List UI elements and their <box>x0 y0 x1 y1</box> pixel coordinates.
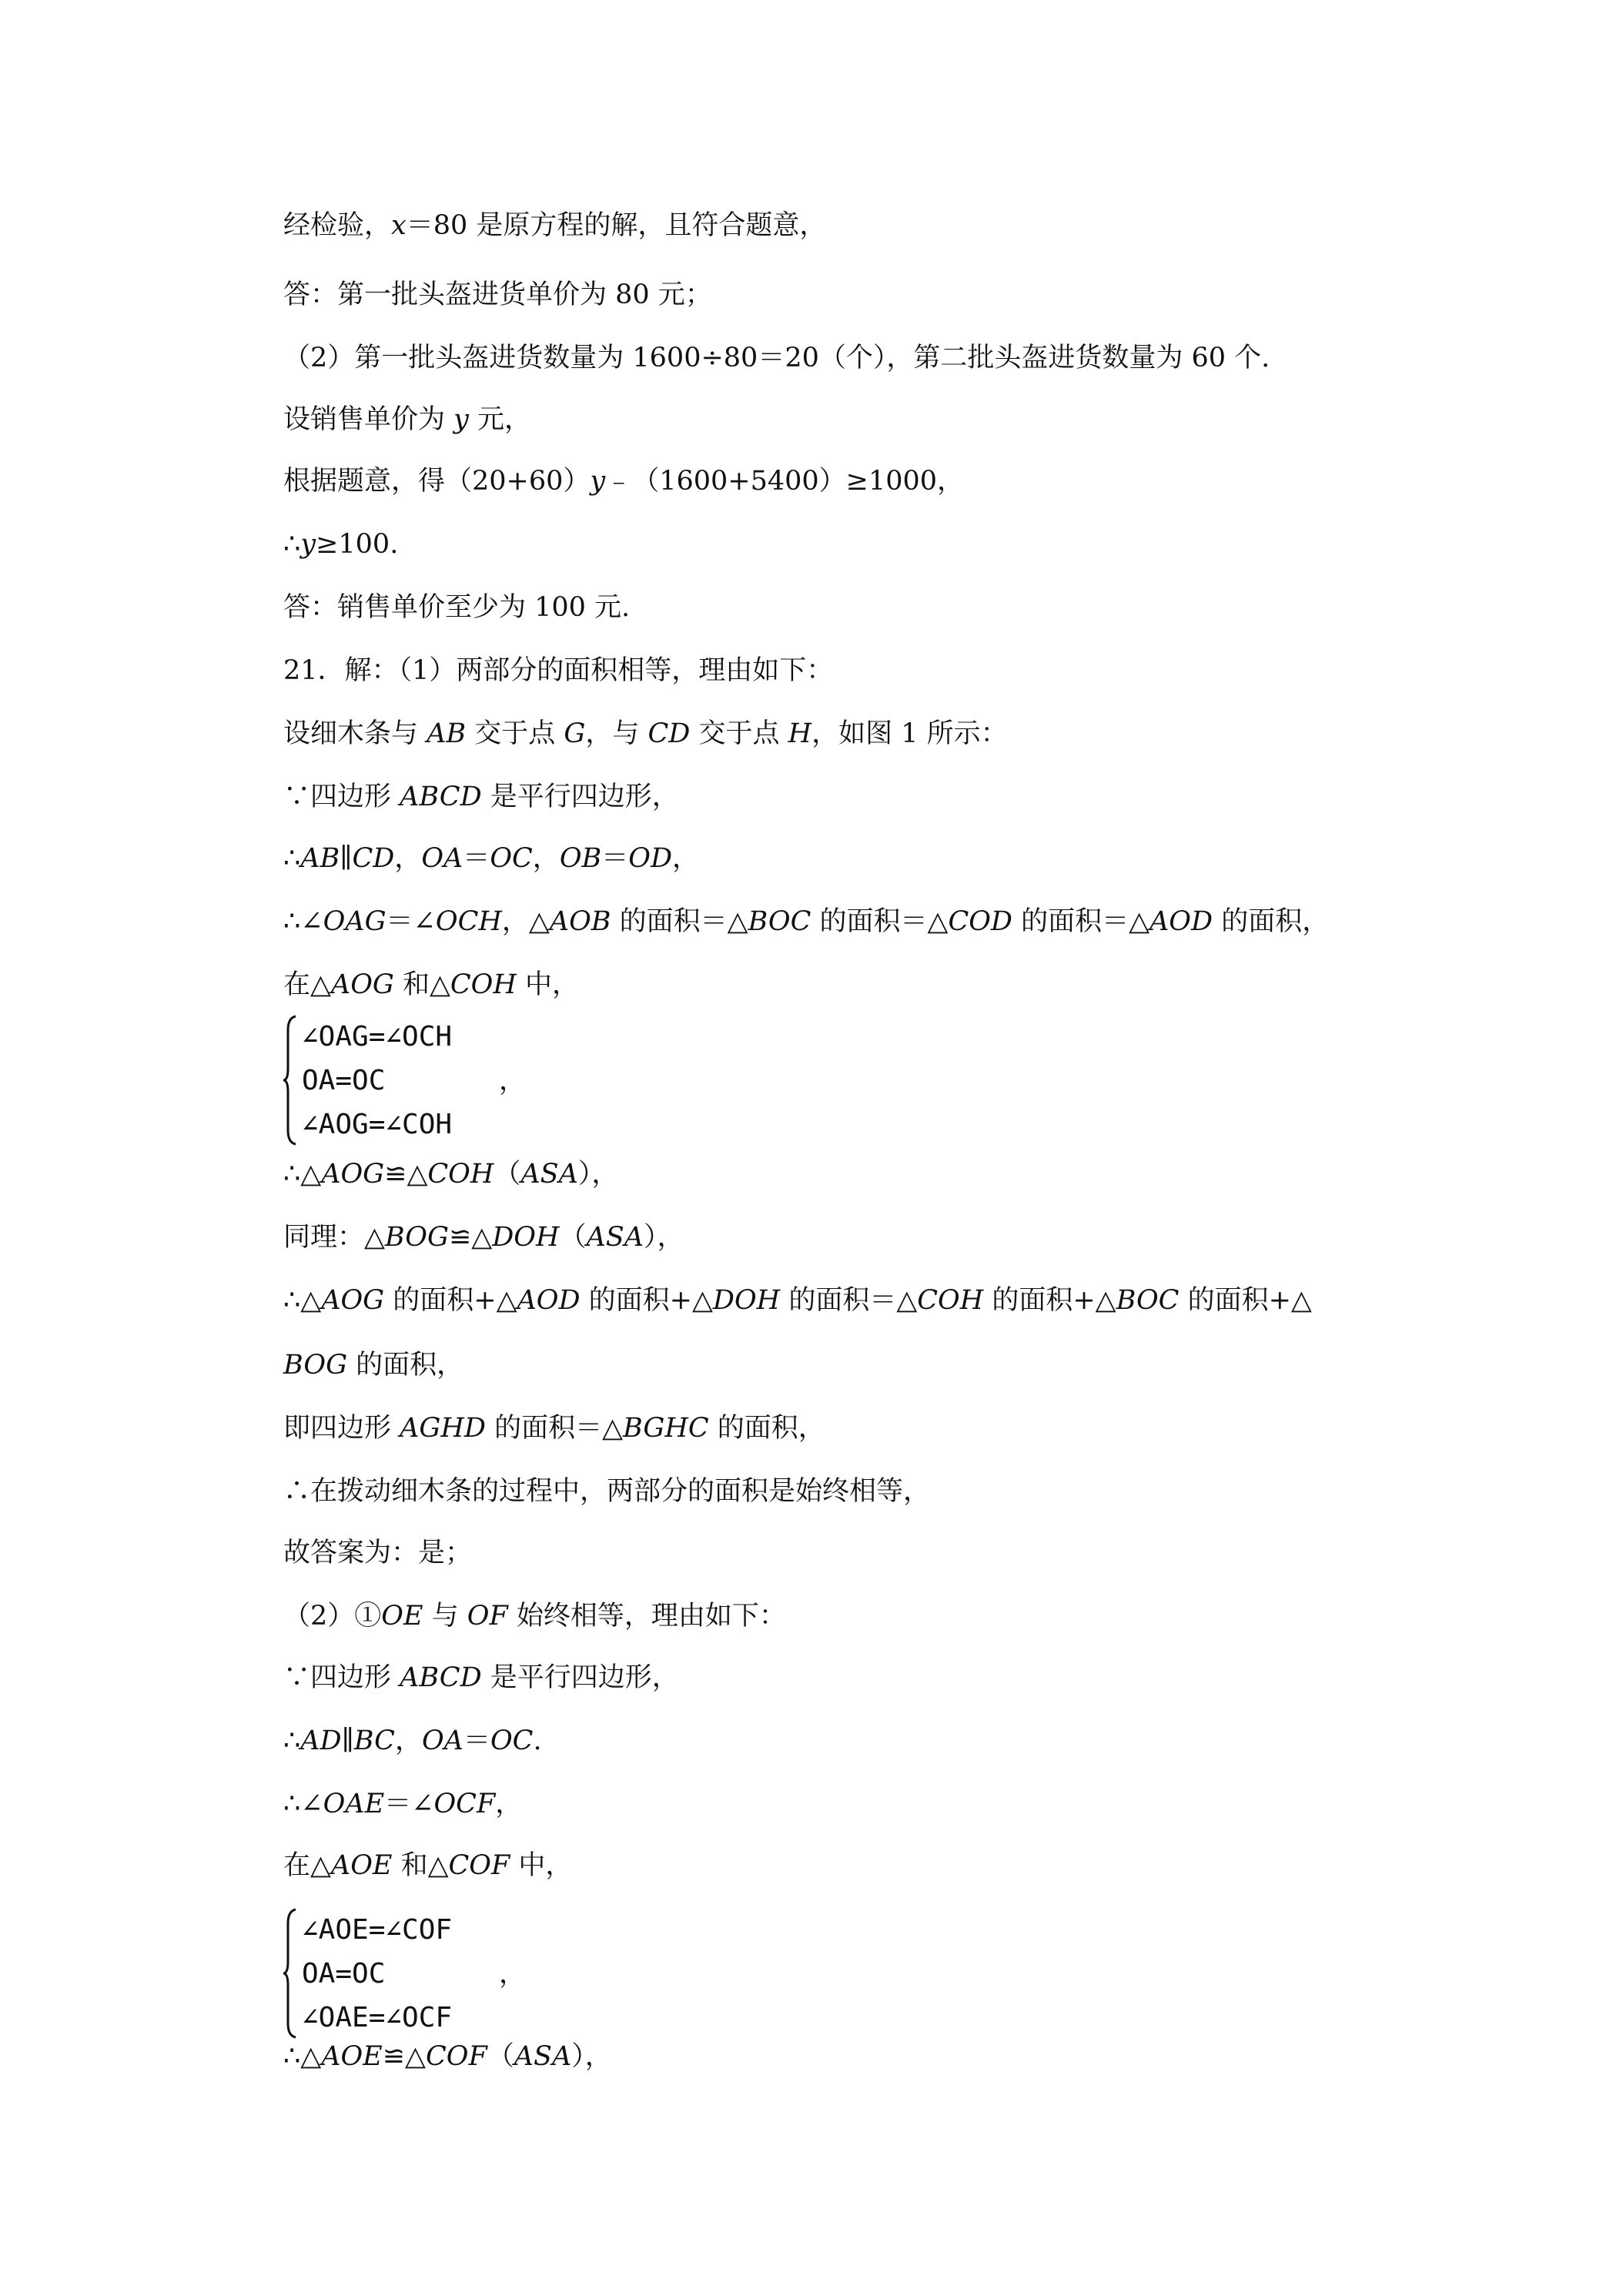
text-run: 的面积＝△ <box>611 906 748 937</box>
math-variable: COH <box>427 1159 494 1190</box>
text-run: ≌△ <box>448 1222 493 1253</box>
text-run: 设销售单价为 <box>283 404 454 435</box>
math-variable: OAE <box>323 1789 385 1819</box>
text-run: 在△ <box>283 1850 331 1881</box>
text-run: ）， <box>571 2041 612 2072</box>
math-variable: AOD <box>1149 906 1213 937</box>
math-variable: AOE <box>321 2041 383 2072</box>
math-variable: AOG <box>330 969 394 1000</box>
math-variable: BOG <box>384 1222 449 1253</box>
text-run: ∴ <box>283 1725 301 1756</box>
text-run: （ <box>487 2041 514 2072</box>
math-variable: DOH <box>492 1222 560 1253</box>
math-variable: COD <box>948 906 1012 937</box>
text-run: ，△ <box>501 906 550 937</box>
math-variable: OAG <box>323 906 387 937</box>
text-run: 经检验， <box>283 210 392 241</box>
text-run: 故答案为：是； <box>283 1538 473 1568</box>
text-run: 的面积， <box>347 1350 464 1381</box>
math-variable: y <box>300 529 316 560</box>
text-run: 中， <box>510 1850 573 1881</box>
math-variable: OCF <box>433 1789 496 1819</box>
text-run: 的面积+△ <box>983 1285 1116 1316</box>
math-variable: COF <box>425 2041 487 2072</box>
math-variable: AB <box>300 843 340 874</box>
math-variable: CD <box>648 718 691 749</box>
math-variable: COH <box>450 969 517 1000</box>
text-run: 的面积+△ <box>580 1285 713 1316</box>
text-run: ∥ <box>341 1725 354 1756</box>
text-run: 答：第一批头盔进货单价为 80 元； <box>283 279 712 310</box>
text-line <box>283 845 699 872</box>
system-row: ∠OAG=∠OCH <box>302 1021 453 1053</box>
text-run: ≥100. <box>316 529 399 560</box>
text-run: 的面积， <box>1213 906 1330 937</box>
math-variable: CD <box>352 843 395 874</box>
text-line <box>283 1791 522 1818</box>
math-variable: BOC <box>1116 1285 1180 1316</box>
text-run: ∴△ <box>283 1159 322 1190</box>
text-line <box>283 969 580 1000</box>
math-variable: OF <box>467 1601 508 1632</box>
text-run: ，与 <box>585 718 648 749</box>
text-run: ∵四边形 <box>283 1662 400 1693</box>
text-run: 根据题意，得（20+60） <box>283 466 591 497</box>
text-run: . <box>533 1725 542 1756</box>
math-variable: AOD <box>517 1285 581 1316</box>
math-variable: AOB <box>549 906 611 937</box>
text-line <box>283 1224 684 1251</box>
text-run: ，如图 1 所示： <box>812 718 1008 749</box>
math-variable: AOE <box>330 1850 393 1881</box>
text-run: 的面积， <box>708 1413 825 1444</box>
text-run: ∴∠ <box>283 906 323 937</box>
text-run: ＝∠ <box>386 906 436 937</box>
text-run: ＝ <box>463 843 490 874</box>
math-variable: COF <box>448 1850 510 1881</box>
math-variable: y <box>590 466 606 497</box>
math-variable: ASA <box>514 2041 572 2072</box>
text-run: 设细木条与 <box>283 718 427 749</box>
text-run: ＝∠ <box>384 1789 434 1819</box>
text-line <box>283 784 679 811</box>
text-line <box>283 1662 679 1693</box>
text-run: ， <box>495 1789 523 1819</box>
text-run: ＝ <box>601 843 629 874</box>
text-run: 的面积+△ <box>384 1285 517 1316</box>
math-variable: ABCD <box>400 1662 482 1693</box>
text-run: 21．解：（1）两部分的面积相等，理由如下： <box>283 655 834 686</box>
text-run: 交于点 <box>466 718 564 749</box>
text-line <box>283 1725 542 1756</box>
text-line <box>283 718 1008 749</box>
text-run: 的面积＝△ <box>485 1413 624 1444</box>
text-run: 同理：△ <box>283 1222 385 1253</box>
system-row: ∠AOE=∠COF <box>302 1914 453 1946</box>
math-variable: DOH <box>712 1285 781 1316</box>
math-variable: COH <box>917 1285 984 1316</box>
text-run: 与 <box>423 1601 467 1632</box>
text-run: （ <box>494 1159 521 1190</box>
math-variable: y <box>453 404 469 435</box>
math-variable: OA <box>421 843 463 874</box>
text-line <box>283 1540 472 1567</box>
text-run: 即四边形 <box>283 1413 400 1444</box>
text-run: 和△ <box>393 969 450 1000</box>
text-run: ， <box>394 843 422 874</box>
math-variable: OC <box>490 843 533 874</box>
text-run: ）， <box>577 1159 619 1190</box>
text-line <box>283 655 834 686</box>
text-line <box>283 2043 612 2070</box>
text-run: 的面积＝△ <box>1012 906 1150 937</box>
text-line <box>283 531 398 558</box>
text-run: ∥ <box>340 843 353 874</box>
left-brace-icon <box>283 1908 297 2039</box>
system-row: OA=OC <box>302 1065 386 1096</box>
text-run: （2）第一批头盔进货数量为 1600÷80＝20（个），第二批头盔进货数量为 60 个. <box>283 343 1270 373</box>
system-trailing-comma: ， <box>499 1959 527 1990</box>
text-run: ∴△ <box>283 2041 322 2072</box>
math-variable: x <box>391 210 407 241</box>
system-row: OA=OC <box>302 1958 386 1990</box>
text-run: 和△ <box>392 1850 449 1881</box>
text-line <box>283 468 964 495</box>
text-run: ∴在拨动细木条的过程中，两部分的面积是始终相等， <box>283 1476 931 1507</box>
math-variable: OC <box>490 1725 534 1756</box>
math-variable: OA <box>421 1725 463 1756</box>
math-variable: BGHC <box>623 1413 709 1444</box>
math-variable: ASA <box>586 1222 644 1253</box>
math-variable: ASA <box>520 1159 578 1190</box>
text-run: ， <box>532 843 560 874</box>
text-run: ， <box>394 1725 422 1756</box>
math-variable: AD <box>300 1725 342 1756</box>
text-run: 的面积＝△ <box>780 1285 918 1316</box>
text-line <box>283 1478 930 1505</box>
text-run: ∴△ <box>283 1285 322 1316</box>
text-run: 答：销售单价至少为 100 元. <box>283 592 631 623</box>
math-variable: OCH <box>435 906 502 937</box>
text-run: 中， <box>516 969 580 1000</box>
math-variable: AB <box>427 718 467 749</box>
math-variable: ABCD <box>400 782 482 812</box>
text-run: 元， <box>468 404 532 435</box>
text-run: 的面积＝△ <box>811 906 949 937</box>
text-line <box>283 1161 618 1188</box>
text-run: 交于点 <box>690 718 788 749</box>
text-line <box>283 279 712 310</box>
text-run: ）， <box>644 1222 684 1253</box>
text-run: 在△ <box>283 969 331 1000</box>
math-variable: OB <box>559 843 602 874</box>
math-variable: OD <box>628 843 673 874</box>
text-run: 的面积+△ <box>1179 1285 1312 1316</box>
text-run: （2）① <box>283 1601 382 1632</box>
text-line <box>283 210 827 241</box>
text-run: （ <box>559 1222 587 1253</box>
text-run: 是平行四边形， <box>481 782 679 812</box>
math-variable: AOG <box>321 1159 385 1190</box>
math-variable: OE <box>381 1601 423 1632</box>
text-run: ＝80 是原方程的解，且符合题意， <box>406 210 827 241</box>
text-line <box>283 1352 463 1379</box>
math-variable: G <box>564 718 586 749</box>
text-line <box>283 906 1330 937</box>
text-run: ∴ <box>283 843 301 874</box>
math-variable: BOG <box>283 1350 348 1381</box>
text-run: ≌△ <box>382 2041 426 2072</box>
text-run: ， <box>672 843 700 874</box>
system-row: ∠AOG=∠COH <box>302 1109 453 1140</box>
text-run: ≌△ <box>384 1159 428 1190</box>
left-brace-icon <box>283 1015 297 1146</box>
system-row: ∠OAE=∠OCF <box>302 2002 453 2033</box>
text-run: 始终相等，理由如下： <box>507 1601 786 1632</box>
math-variable: AGHD <box>400 1413 486 1444</box>
text-run: ∴ <box>283 529 301 560</box>
text-line <box>283 1287 1312 1314</box>
text-line <box>283 1415 825 1442</box>
text-run: ﹣（1600+5400）≥1000， <box>605 466 965 497</box>
text-run: 是平行四边形， <box>481 1662 679 1693</box>
text-run: ∴∠ <box>283 1789 323 1819</box>
text-line <box>283 1603 786 1630</box>
text-run: ＝ <box>463 1725 490 1756</box>
system-trailing-comma: ， <box>499 1066 527 1096</box>
text-line <box>283 1850 573 1881</box>
text-run: ∵四边形 <box>283 782 400 812</box>
math-variable: BC <box>353 1725 395 1756</box>
text-line <box>283 594 630 621</box>
text-line <box>283 345 1270 372</box>
math-variable: BOC <box>748 906 812 937</box>
math-variable: AOG <box>321 1285 385 1316</box>
math-variable: H <box>788 718 812 749</box>
text-line <box>283 404 532 435</box>
